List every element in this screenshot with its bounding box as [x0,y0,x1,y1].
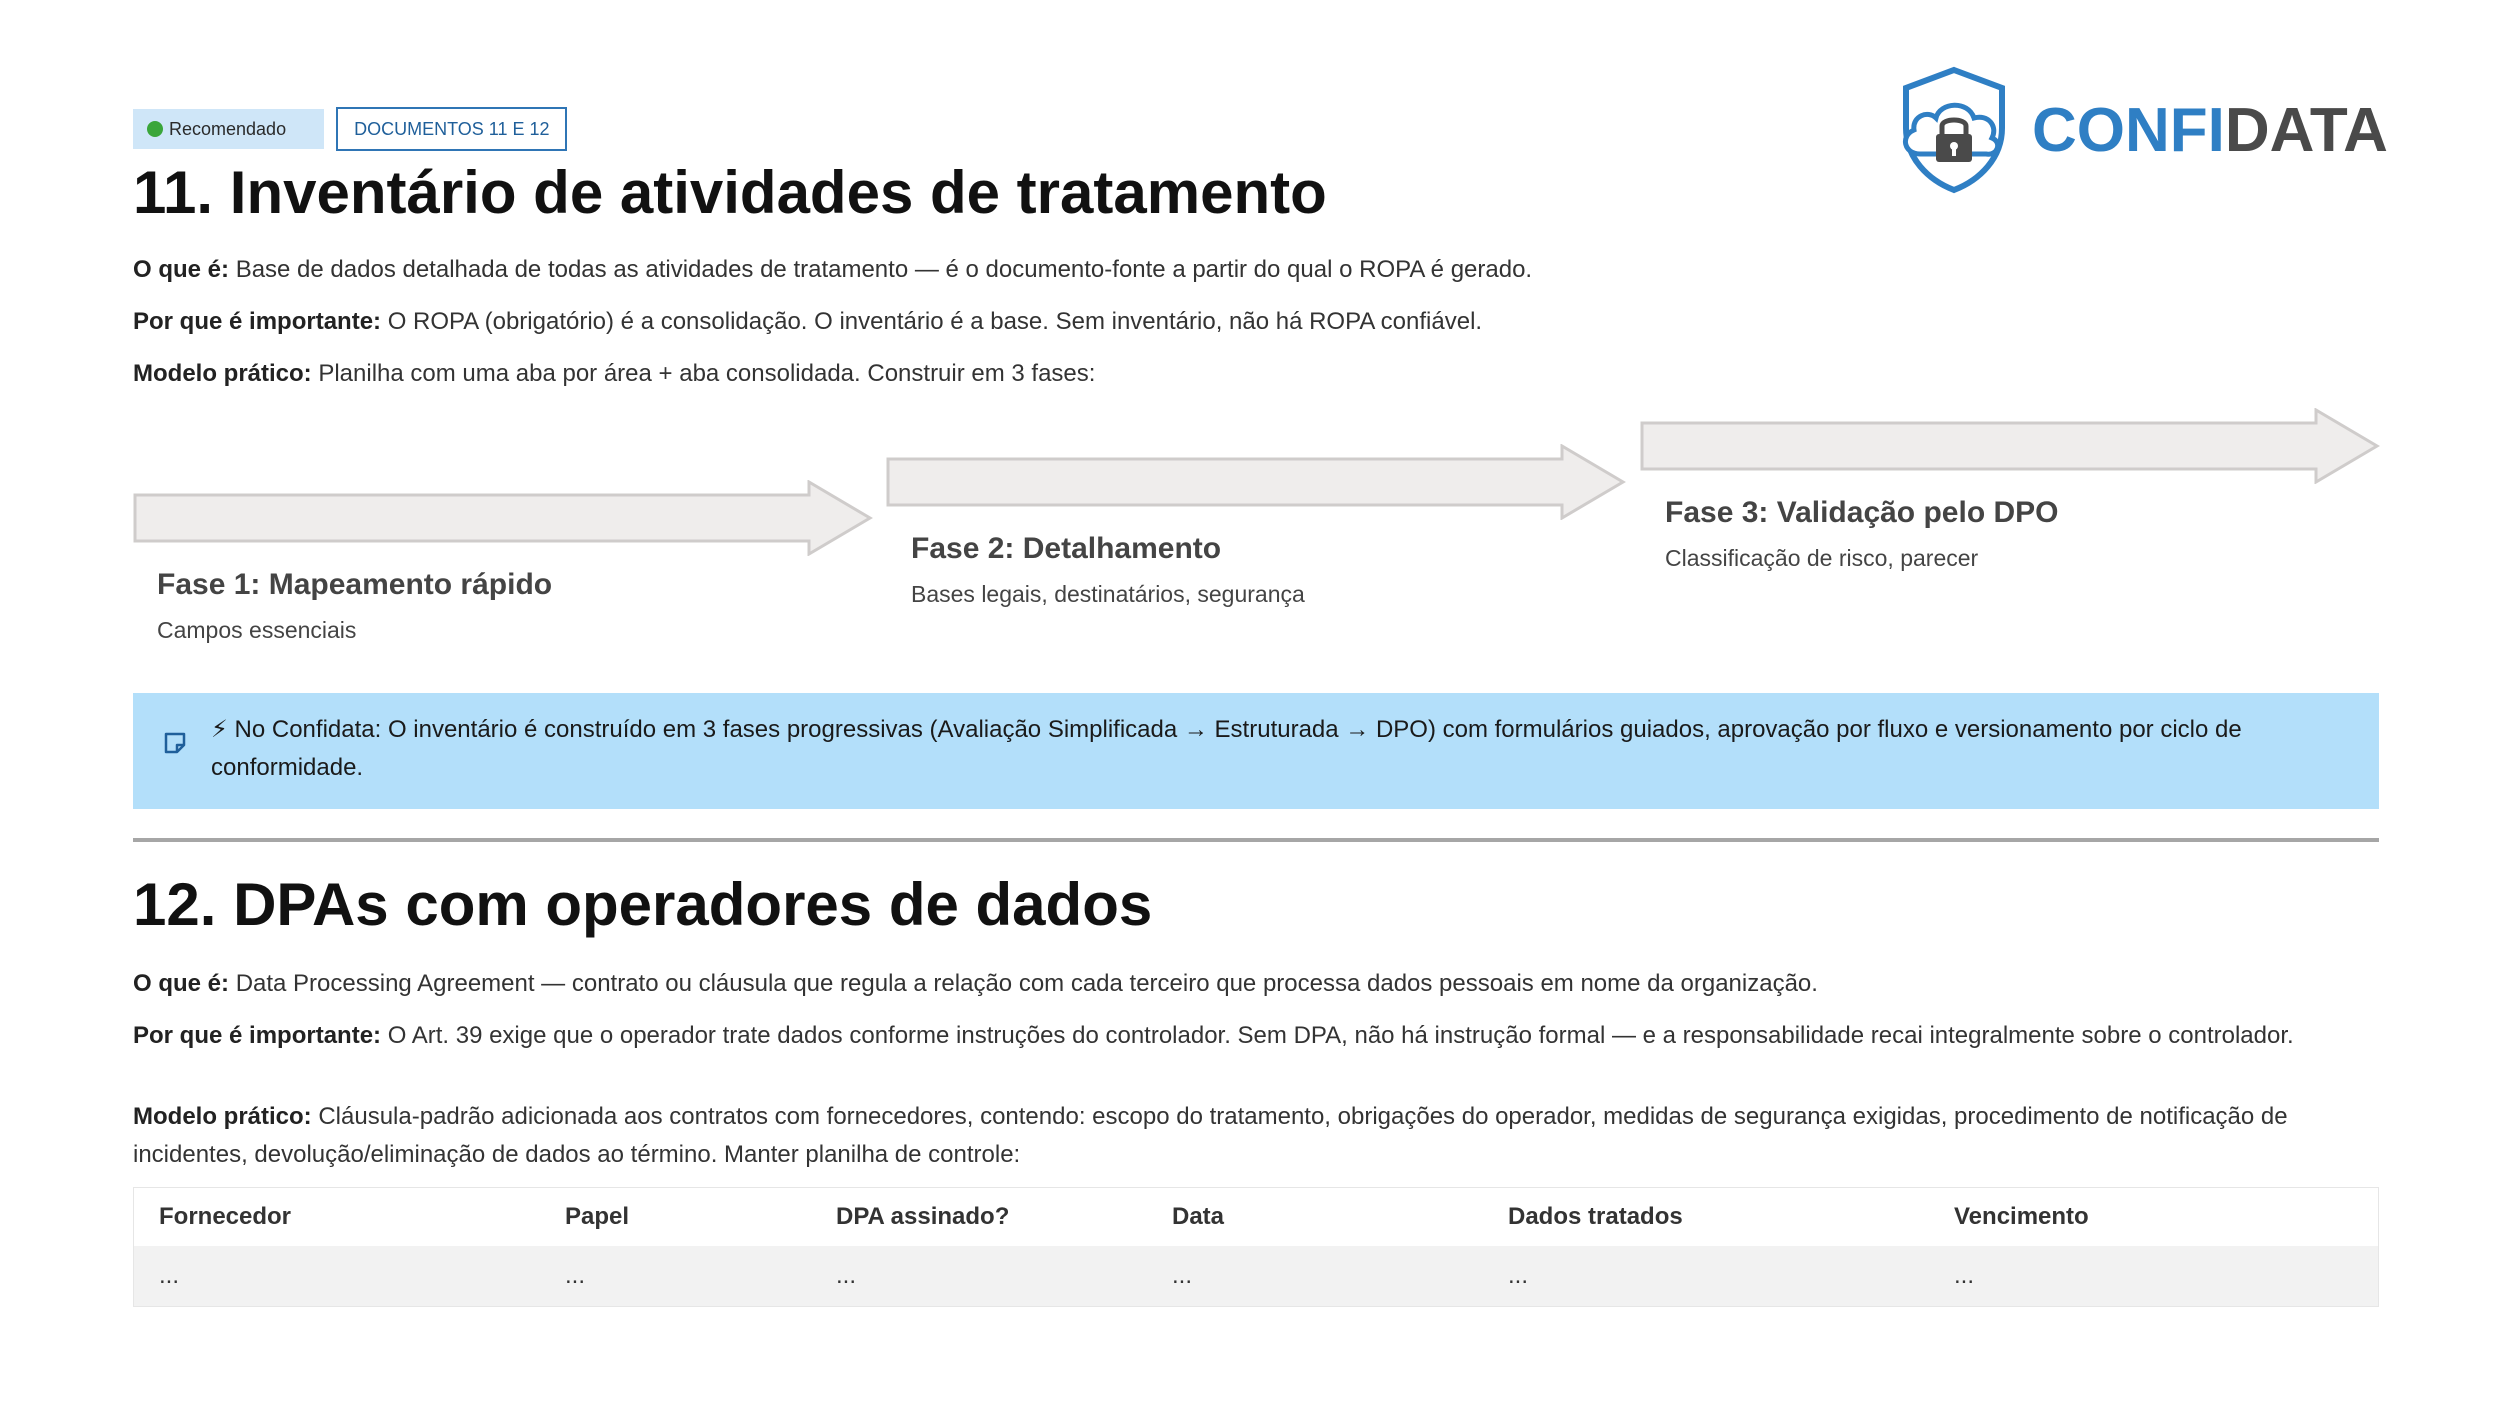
section-12-title: 12. DPAs com operadores de dados [133,871,1153,938]
phase-1-desc: Campos essenciais [157,617,357,643]
section-11-title: 11. Inventário de atividades de tratamento [133,159,1327,226]
phase-3-title: Fase 3: Validação pelo DPO [1665,496,2059,529]
why-text: O Art. 39 exige que o operador trate dados conforme instruções do controlador. Sem DPA, não há instrução formal — e a responsabilidade recai integralmente sobre o controlador. [387,1022,2294,1049]
phase-2-desc: Bases legais, destinatários, segurança [911,581,1305,607]
header-dpa-assinado: DPA assinado? [836,1203,1010,1230]
model-label: Modelo prático: [133,1103,312,1130]
section-12-model [133,1098,2383,1174]
what-label: O que é: [133,256,230,283]
table-cell: ... [1147,1246,1483,1306]
green-circle-icon [147,121,163,137]
confidata-logo [1890,66,2388,194]
what-text: Data Processing Agreement — contrato ou cláusula que regula a relação com cada terceiro que processa dados pessoais em nome da organização. [235,970,1818,997]
confidata-callout [133,693,2379,809]
why-label: Por que é importante: [133,308,382,335]
phase-2-title: Fase 2: Detalhamento [911,532,1222,565]
header-dados-tratados: Dados tratados [1508,1203,1683,1230]
phase-3-arrow [1640,408,2380,484]
header-fornecedor: Fornecedor [159,1203,292,1230]
note-icon [163,731,187,755]
documents-badge: DOCUMENTOS 11 E 12 [336,107,567,151]
dpa-control-table [133,1187,2379,1307]
section-12-why [133,1018,2294,1054]
table-cell: ... [540,1246,811,1306]
section-11-why [133,304,1482,340]
dpa-table [134,1188,2378,1306]
section-11-what [133,252,1532,288]
model-text: Cláusula-padrão adicionada aos contratos com fornecedores, contendo: escopo do tratamento, obrigações do operador, medidas de segurança exigidas, procedimento de notificação de incidentes, devolução/eliminação de dados ao término. Manter planilha de controle: [133,1103,2288,1168]
phase-3-desc: Classificação de risco, parecer [1665,545,1979,571]
badges [133,107,567,151]
header-data: Data [1172,1203,1225,1230]
phase-1-arrow [133,480,873,556]
table-header-row [134,1188,2378,1246]
callout-text: ⚡ No Confidata: O inventário é construído em 3 fases progressivas (Avaliação Simplificada → Estruturada → DPO) com formulários guiados, aprovação por fluxo e versionamento por ciclo de conformidade. [211,716,2242,781]
section-12-what [133,966,1818,1002]
cloud-lock-shield-icon [1890,66,2018,194]
logo-part-2: DATA [2224,95,2388,165]
model-text: Planilha com uma aba por área + aba consolidada. Construir em 3 fases: [318,360,1096,387]
logo-wordmark [2032,95,2388,166]
logo-part-1: CONFI [2032,95,2225,165]
header-papel: Papel [565,1203,630,1230]
recommended-label: Recomendado [169,119,287,139]
section-divider [133,838,2379,842]
what-text: Base de dados detalhada de todas as atividades de tratamento — é o documento-fonte a partir do qual o ROPA é gerado. [235,256,1533,283]
table-cell: ... [1929,1246,2378,1306]
header-vencimento: Vencimento [1954,1203,2089,1230]
why-label: Por que é importante: [133,1022,382,1049]
table-cell: ... [1483,1246,1929,1306]
table-row [134,1246,2378,1306]
table-cell: ... [811,1246,1147,1306]
why-text: O ROPA (obrigatório) é a consolidação. O inventário é a base. Sem inventário, não há ROPA confiável. [387,308,1483,335]
what-label: O que é: [133,970,230,997]
phase-1-title: Fase 1: Mapeamento rápido [157,568,553,601]
model-label: Modelo prático: [133,360,312,387]
table-cell: ... [134,1246,540,1306]
phase-2-arrow [886,444,1626,520]
recommended-badge [133,109,324,149]
section-11-model [133,356,1095,392]
